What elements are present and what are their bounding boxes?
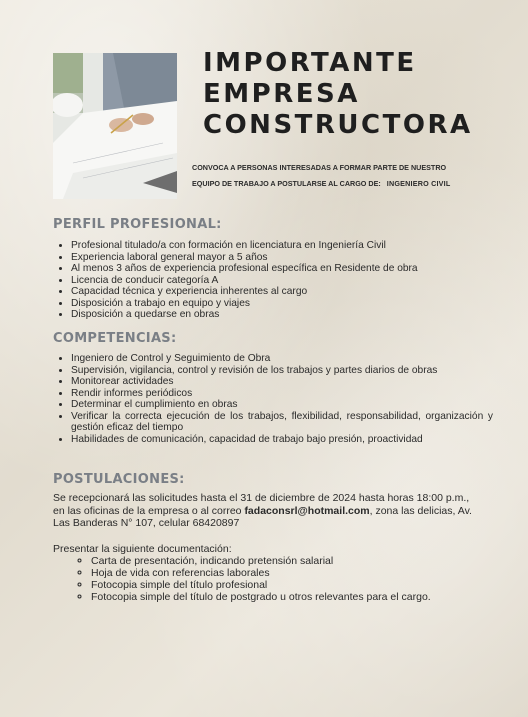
engineer-photo [53,53,177,199]
list-item: • Licencia de conducir categoría A [71,275,493,287]
list-item: • Experiencia laboral general mayor a 5 años [71,252,493,264]
convoca-line-2-text: EQUIPO DE TRABAJO A POSTULARSE AL CARGO DE: [192,179,381,188]
list-item: • Profesional titulado/a con formación en licenciatura en Ingeniería Civil [71,240,493,252]
list-item: ◦ Carta de presentación, indicando pretensión salarial [91,555,491,567]
postulaciones-title: POSTULACIONES: [53,472,185,487]
headline-line-2: EMPRESA [203,79,360,109]
list-item: • Monitorear actividades [71,376,493,388]
headline-line-3: CONSTRUCTORA [203,110,473,140]
competencias-title: COMPETENCIAS: [53,331,177,346]
competencias-list [53,353,493,445]
docs-intro: Presentar la siguiente documentación: [53,543,232,555]
list-item: • Supervisión, vigilancia, control y revisión de los trabajos y partes diarios de obras [71,365,493,377]
postulaciones-text-after: , zona las delicias, Av. Las Banderas N° 107, celular 68420897 [53,504,472,529]
postulaciones-text [53,492,476,530]
list-item: • Habilidades de comunicación, capacidad de trabajo bajo presión, proactividad [71,434,493,446]
list-item: • Disposición a trabajo en equipo y viajes [71,298,493,310]
list-item: • Verificar la correcta ejecución de los trabajos, flexibilidad, responsabilidad, organización y gestión eficaz del tiempo [71,411,493,434]
convoca-line-2 [192,176,492,192]
list-item: ◦ Fotocopia simple del título de postgrado u otros relevantes para el cargo. [91,591,491,603]
docs-list [76,555,491,603]
list-item: • Al menos 3 años de experiencia profesional específica en Residente de obra [71,263,493,275]
list-item: ◦ Hoja de vida con referencias laborales [91,567,491,579]
postulaciones-text-before: Se recepcionará las solicitudes hasta el 31 de diciembre de 2024 hasta horas 18:00 p.m., en las oficinas de la empresa o al correo [53,492,470,517]
list-item: • Capacidad técnica y experiencia inherentes al cargo [71,286,493,298]
list-item: • Determinar el cumplimiento en obras [71,399,493,411]
list-item: • Rendir informes periódicos [71,388,493,400]
email-address: fadaconsrl@hotmail.com [244,504,370,517]
perfil-list [53,240,493,321]
list-item: • Disposición a quedarse en obras [71,309,493,321]
perfil-title: PERFIL PROFESIONAL: [53,217,222,232]
headline-line-1: IMPORTANTE [203,48,417,78]
list-item: • Ingeniero de Control y Seguimiento de Obra [71,353,493,365]
headline [203,48,513,141]
list-item: ◦ Fotocopia simple del título profesional [91,579,491,591]
convoca-line-1: CONVOCA A PERSONAS INTERESADAS A FORMAR PARTE DE NUESTRO [192,163,447,172]
role-name: INGENIERO CIVIL [386,179,451,188]
convoca-text [192,160,492,192]
